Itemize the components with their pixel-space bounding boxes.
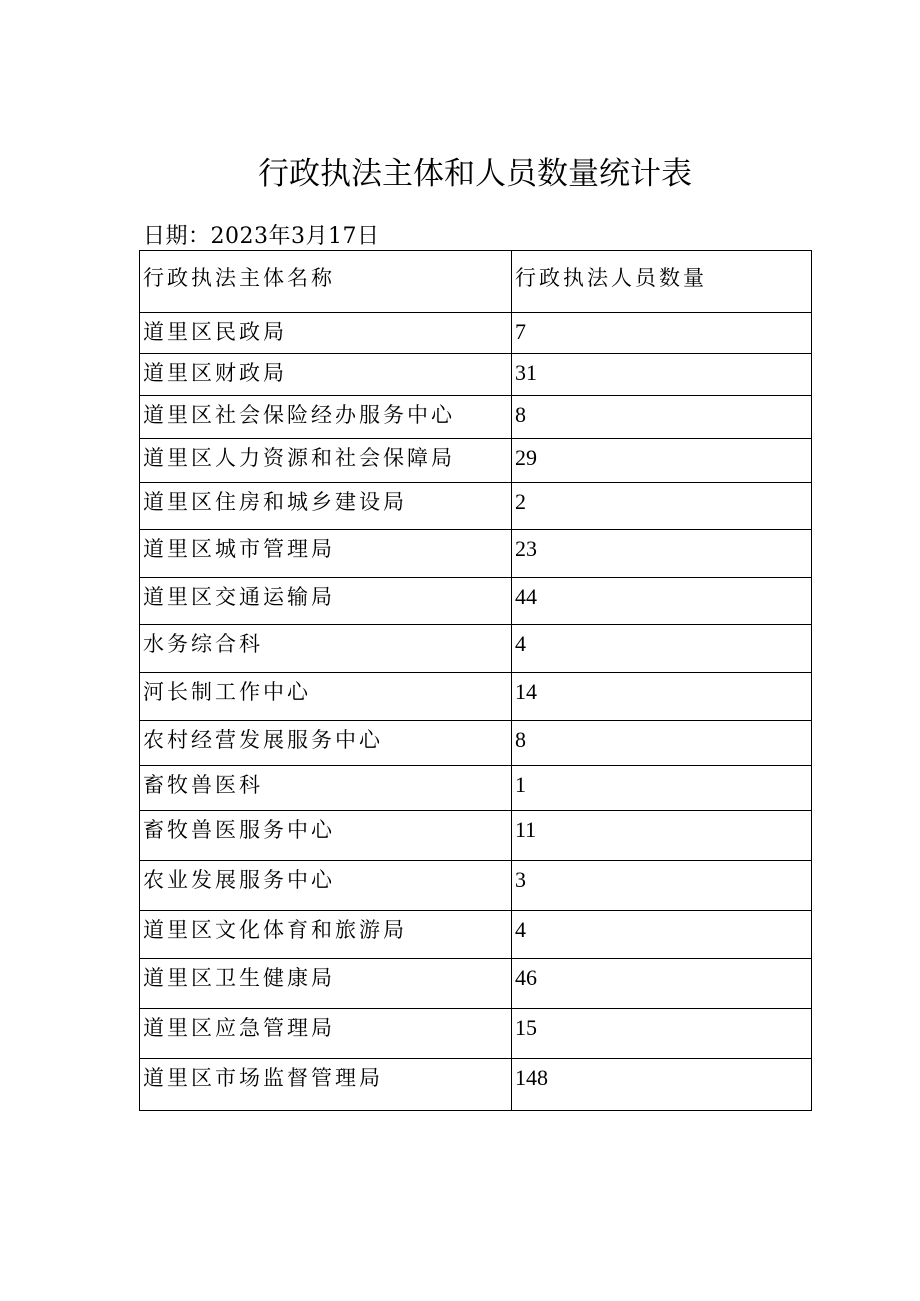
table-row — [140, 959, 812, 1009]
personnel-count-cell: 3 — [512, 861, 812, 911]
personnel-count-cell: 46 — [512, 959, 812, 1009]
table-row — [140, 766, 812, 811]
header-entity-name: 行政执法主体名称 — [140, 251, 512, 313]
entity-name-cell: 畜牧兽医科 — [140, 766, 512, 811]
personnel-count-cell: 31 — [512, 354, 812, 396]
entity-name-cell: 农村经营发展服务中心 — [140, 721, 512, 766]
date-line: 日期：2023年3月17日 — [143, 224, 380, 249]
entity-name-cell: 畜牧兽医服务中心 — [140, 811, 512, 861]
entity-name-cell: 道里区财政局 — [140, 354, 512, 396]
table-row — [140, 396, 812, 439]
table-row — [140, 911, 812, 959]
personnel-count-cell: 8 — [512, 396, 812, 439]
entity-name-cell: 道里区人力资源和社会保障局 — [140, 439, 512, 483]
table-row — [140, 673, 812, 721]
table-row — [140, 354, 812, 396]
table-row — [140, 483, 812, 530]
personnel-count-cell: 29 — [512, 439, 812, 483]
personnel-count-cell: 8 — [512, 721, 812, 766]
personnel-count-cell: 4 — [512, 911, 812, 959]
personnel-count-cell: 23 — [512, 530, 812, 578]
table-row — [140, 1009, 812, 1059]
entity-name-cell: 道里区住房和城乡建设局 — [140, 483, 512, 530]
personnel-count-cell: 11 — [512, 811, 812, 861]
entity-name-cell: 道里区卫生健康局 — [140, 959, 512, 1009]
table-row — [140, 721, 812, 766]
personnel-count-cell: 44 — [512, 578, 812, 625]
entity-name-cell: 道里区城市管理局 — [140, 530, 512, 578]
personnel-count-cell: 148 — [512, 1059, 812, 1111]
table-row — [140, 861, 812, 911]
personnel-count-cell: 2 — [512, 483, 812, 530]
personnel-count-cell: 7 — [512, 313, 812, 354]
table-row — [140, 439, 812, 483]
table-row — [140, 625, 812, 673]
table-row — [140, 811, 812, 861]
table-row — [140, 530, 812, 578]
entity-name-cell: 道里区文化体育和旅游局 — [140, 911, 512, 959]
header-personnel-count: 行政执法人员数量 — [512, 251, 812, 313]
table-row — [140, 313, 812, 354]
entity-name-cell: 道里区应急管理局 — [140, 1009, 512, 1059]
entity-name-cell: 农业发展服务中心 — [140, 861, 512, 911]
entity-name-cell: 水务综合科 — [140, 625, 512, 673]
table-header-row — [140, 251, 812, 313]
personnel-count-cell: 1 — [512, 766, 812, 811]
entity-name-cell: 道里区民政局 — [140, 313, 512, 354]
entity-name-cell: 道里区交通运输局 — [140, 578, 512, 625]
table-row — [140, 1059, 812, 1111]
personnel-count-cell: 14 — [512, 673, 812, 721]
personnel-count-cell: 4 — [512, 625, 812, 673]
table-row — [140, 578, 812, 625]
entity-name-cell: 河长制工作中心 — [140, 673, 512, 721]
entity-name-cell: 道里区社会保险经办服务中心 — [140, 396, 512, 439]
personnel-count-cell: 15 — [512, 1009, 812, 1059]
entity-name-cell: 道里区市场监督管理局 — [140, 1059, 512, 1111]
statistics-table — [139, 250, 812, 1111]
document-title: 行政执法主体和人员数量统计表 — [258, 156, 692, 192]
